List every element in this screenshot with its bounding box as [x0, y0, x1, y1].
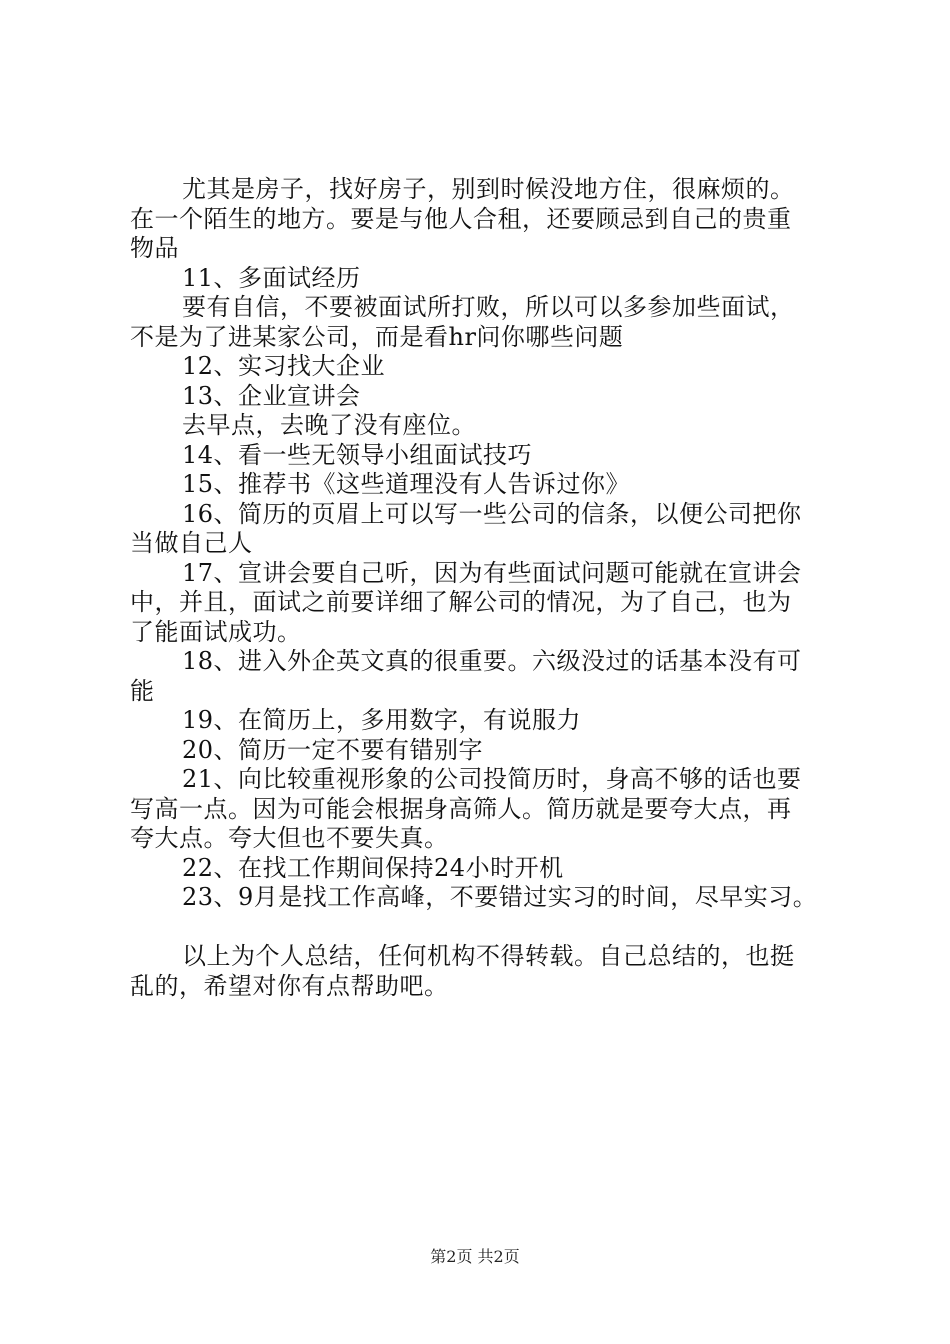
paragraph-line: 当做自己人	[130, 529, 253, 557]
paragraph-line: 要有自信，不要被面试所打败，所以可以多参加些面试，	[182, 293, 795, 321]
paragraph-line: 物品	[130, 234, 179, 262]
list-item: 11、多面试经历	[182, 263, 361, 292]
paragraph-line: 写高一点。因为可能会根据身高筛人。简历就是要夸大点，再	[130, 794, 792, 823]
paragraph-gap	[130, 913, 850, 943]
paragraph-line: 不是为了进某家公司，而是看hr问你哪些问题	[130, 322, 624, 351]
list-item: 19、在简历上，多用数字，有说服力	[182, 706, 582, 734]
paragraph-line: 尤其是房子，找好房子，别到时候没地方住，很麻烦的。	[182, 175, 795, 203]
paragraph-line: 了能面试成功。	[130, 617, 302, 646]
list-item: 15、推荐书《这些道理没有人告诉过你》	[182, 470, 631, 498]
list-item: 20、简历一定不要有错别字	[182, 735, 484, 764]
paragraph-line: 能	[130, 676, 155, 705]
paragraph-line: 夸大点。夸大但也不要失真。	[130, 824, 449, 852]
page-number: 第2页 共2页	[430, 1247, 520, 1266]
list-item: 12、实习找大企业	[182, 352, 386, 380]
paragraph-line: 乱的，希望对你有点帮助吧。	[130, 971, 449, 1000]
paragraph-line: 中，并且，面试之前要详细了解公司的情况，为了自己，也为	[130, 588, 792, 616]
list-item: 18、进入外企英文真的很重要。六级没过的话基本没有可	[182, 647, 802, 675]
list-item: 16、简历的页眉上可以写一些公司的信条，以便公司把你	[182, 499, 802, 528]
list-item: 13、企业宣讲会	[182, 381, 361, 410]
document-body	[130, 175, 850, 1001]
list-item: 17、宣讲会要自己听，因为有些面试问题可能就在宣讲会	[182, 558, 802, 587]
list-item: 22、在找工作期间保持24小时开机	[182, 853, 564, 882]
list-item: 23、9月是找工作高峰，不要错过实习的时间，尽早实习。	[182, 883, 818, 911]
paragraph-line: 以上为个人总结，任何机构不得转载。自己总结的，也挺	[182, 942, 795, 970]
paragraph-line: 去早点，去晚了没有座位。	[182, 411, 476, 439]
list-item: 14、看一些无领导小组面试技巧	[182, 440, 533, 469]
paragraph-line: 在一个陌生的地方。要是与他人合租，还要顾忌到自己的贵重	[130, 204, 792, 233]
list-item: 21、向比较重视形象的公司投简历时，身高不够的话也要	[182, 765, 802, 793]
